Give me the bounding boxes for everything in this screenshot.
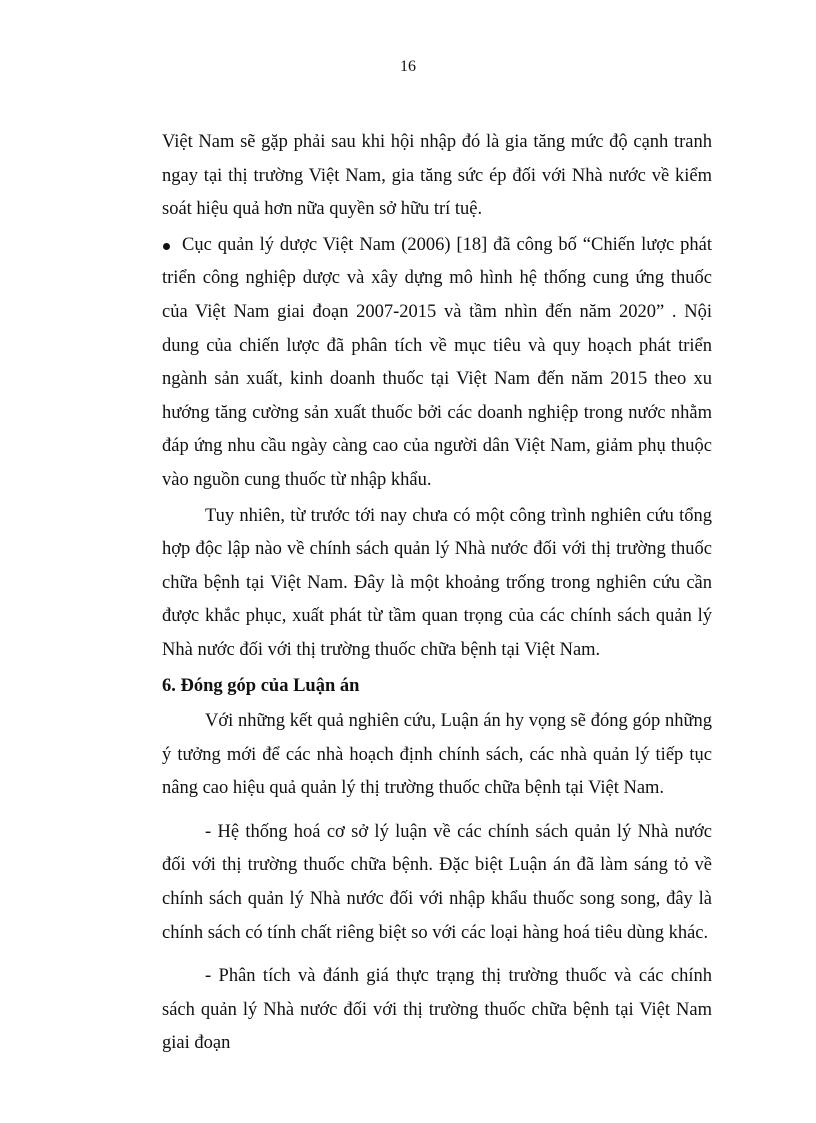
paragraph-contribution-theory: - Hệ thống hoá cơ sở lý luận về các chính sách quản lý Nhà nước đối với thị trường thuốc chữa bệnh. Đặc biệt Luận án đã làm sáng tỏ về chính sách quản lý Nhà nước đối với nhập khẩu thuốc song song, đây là chính sách có tính chất riêng biệt so với các loại hàng hoá tiêu dùng khác. <box>162 821 712 943</box>
paragraph-contribution-intro: Với những kết quả nghiên cứu, Luận án hy vọng sẽ đóng góp những ý tưởng mới để các nhà hoạch định chính sách, các nhà quản lý tiếp tục nâng cao hiệu quả quản lý thị trường thuốc chữa bệnh tại Việt Nam. <box>162 711 712 799</box>
section-heading: 6. Đóng góp của Luận án <box>162 675 360 696</box>
paragraph-research-gap: Tuy nhiên, từ trước tới nay chưa có một công trình nghiên cứu tổng hợp độc lập nào về chính sách quản lý Nhà nước đối với thị trường thuốc chữa bệnh tại Việt Nam. Đây là một khoảng trống trong nghiên cứu cần được khắc phục, xuất phát từ tầm quan trọng của các chính sách quản lý Nhà nước đối với thị trường thuốc chữa bệnh tại Việt Nam. <box>162 505 712 660</box>
bullet-text: Cục quản lý dược Việt Nam (2006) [18] đã công bố “Chiến lược phát triển công nghiệp dược và xây dựng mô hình hệ thống cung ứng thuốc của Việt Nam giai đoạn 2007-2015 và tầm nhìn đến năm 2020” . Nội dung của chiến lược đã phân tích về mục tiêu và quy hoạch phát triển ngành sản xuất, kinh doanh thuốc tại Việt Nam đến năm 2015 theo xu hướng tăng cường sản xuất thuốc bởi các doanh nghiệp trong nước nhằm đáp ứng nhu cầu ngày càng cao của người dân Việt Nam, giảm phụ thuộc vào nguồn cung thuốc từ nhập khẩu. <box>162 234 712 490</box>
paragraph-continuation: Việt Nam sẽ gặp phải sau khi hội nhập đó là gia tăng mức độ cạnh tranh ngay tại thị trường Việt Nam, gia tăng sức ép đối với Nhà nước về kiểm soát hiệu quả hơn nữa quyền sở hữu trí tuệ. <box>162 132 712 220</box>
paragraph-contribution-analysis: - Phân tích và đánh giá thực trạng thị trường thuốc và các chính sách quản lý Nhà nước đối với thị trường thuốc chữa bệnh tại Việt Nam giai đoạn <box>162 966 712 1054</box>
document-body <box>162 126 712 1061</box>
bullet-list-item <box>162 229 712 498</box>
page-number: 16 <box>400 58 416 75</box>
